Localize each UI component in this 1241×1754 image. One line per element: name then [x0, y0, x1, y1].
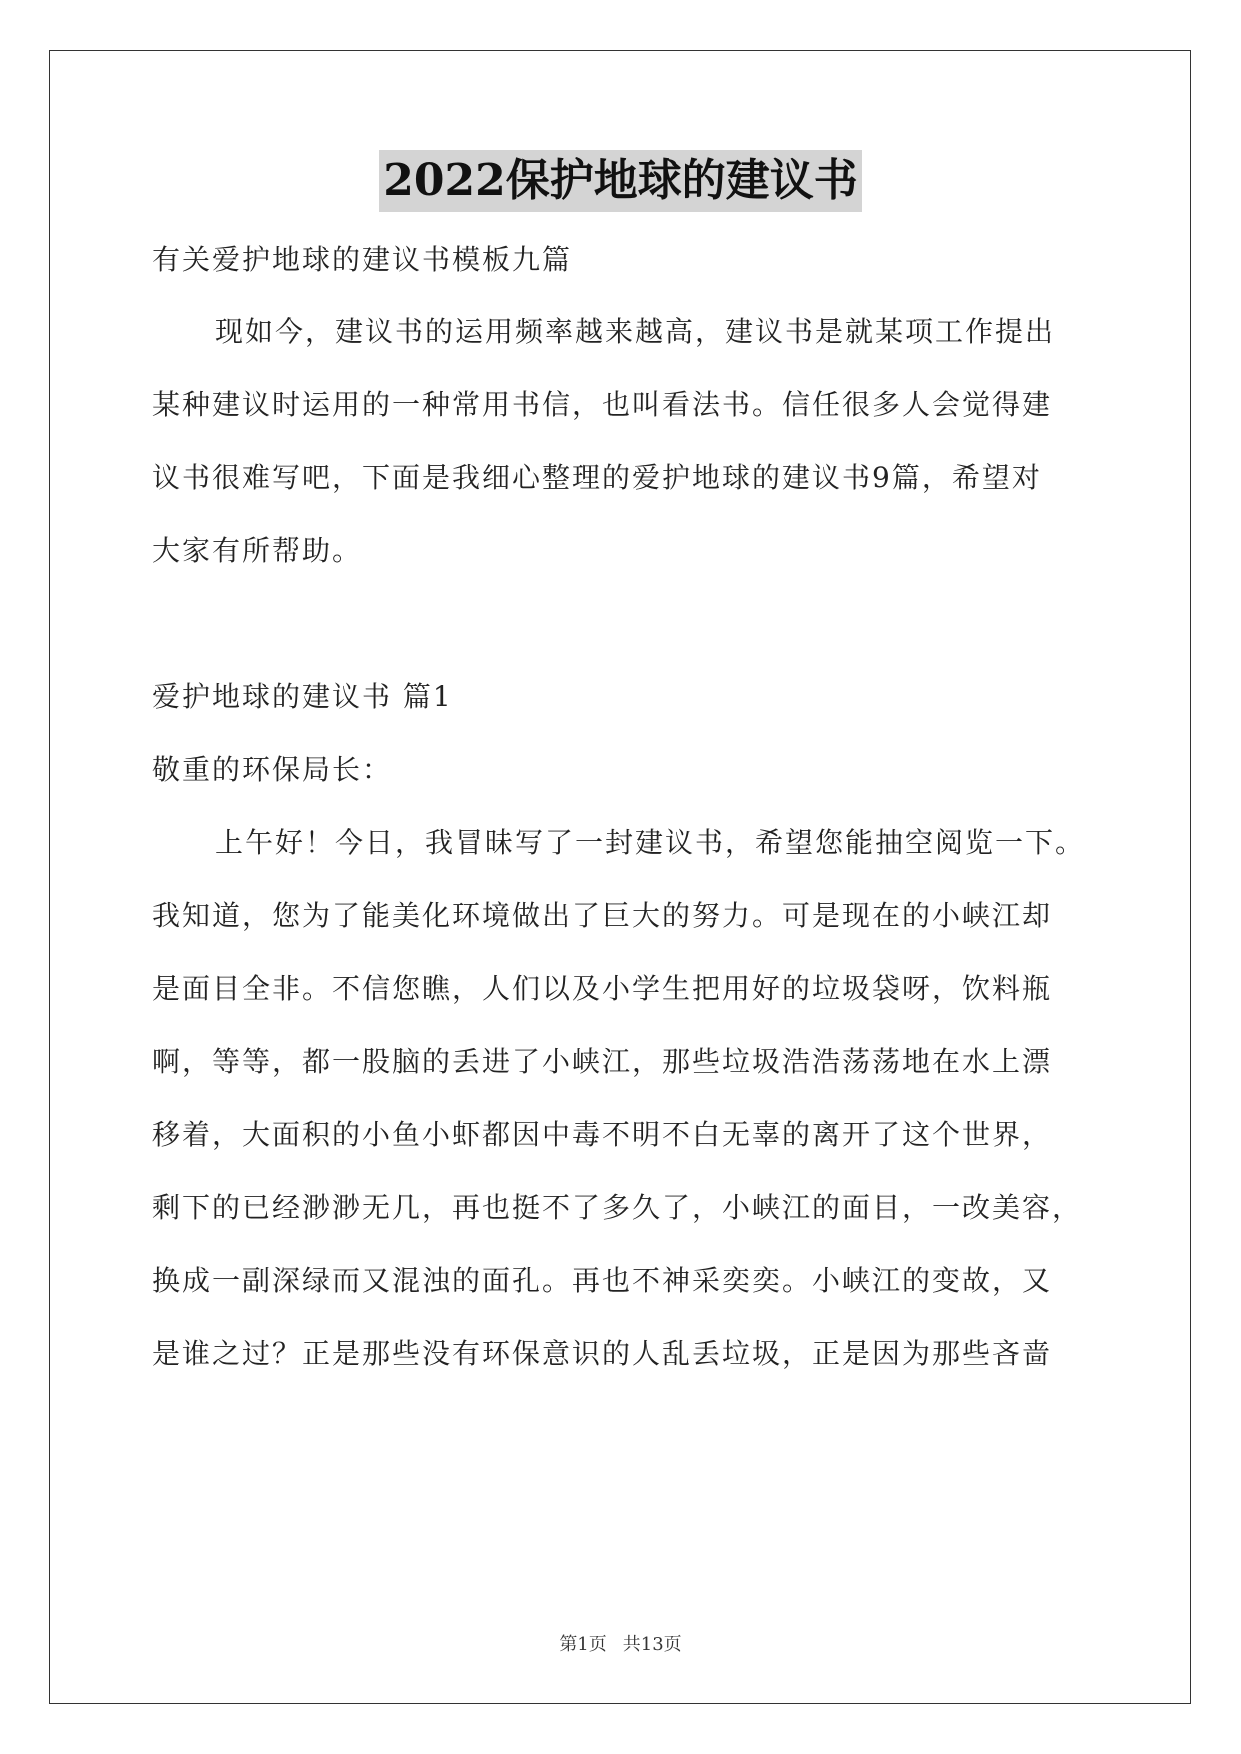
body-line: 是谁之过？正是那些没有环保意识的人乱丢垃圾，正是因为那些吝啬 — [152, 1337, 1053, 1370]
intro-line: 某种建议时运用的一种常用书信，也叫看法书。信任很多人会觉得建 — [152, 388, 1053, 421]
page-total: 共13页 — [622, 1634, 682, 1655]
body-line: 换成一副深绿而又混浊的面孔。再也不神采奕奕。小峡江的变故，又 — [152, 1264, 1053, 1297]
page-border — [49, 50, 1191, 1704]
salutation: 敬重的环保局长： — [152, 753, 393, 786]
document-title: 2022保护地球的建议书 — [379, 150, 861, 212]
intro-line: 现如今，建议书的运用频率越来越高，建议书是就某项工作提出 — [215, 315, 1056, 348]
intro-line: 大家有所帮助。 — [152, 534, 363, 567]
body-line: 啊，等等，都一股脑的丢进了小峡江，那些垃圾浩浩荡荡地在水上漂 — [152, 1045, 1053, 1078]
intro-line: 议书很难写吧，下面是我细心整理的爱护地球的建议书9篇，希望对 — [152, 461, 1042, 494]
body-line: 是面目全非。不信您瞧，人们以及小学生把用好的垃圾袋呀，饮料瓶 — [152, 972, 1053, 1005]
body-line: 上午好！今日，我冒昧写了一封建议书，希望您能抽空阅览一下。 — [215, 826, 1086, 859]
body-line: 剩下的已经渺渺无几，再也挺不了多久了，小峡江的面目，一改美容， — [152, 1191, 1083, 1224]
section-heading: 爱护地球的建议书 篇1 — [152, 680, 453, 713]
body-line: 移着，大面积的小鱼小虾都因中毒不明不白无辜的离开了这个世界， — [152, 1118, 1053, 1151]
document-subtitle: 有关爱护地球的建议书模板九篇 — [152, 243, 573, 276]
page-footer — [0, 1630, 1241, 1656]
page-number: 第1页 — [559, 1634, 607, 1655]
title-container — [0, 150, 1241, 212]
body-line: 我知道，您为了能美化环境做出了巨大的努力。可是现在的小峡江却 — [152, 899, 1053, 932]
